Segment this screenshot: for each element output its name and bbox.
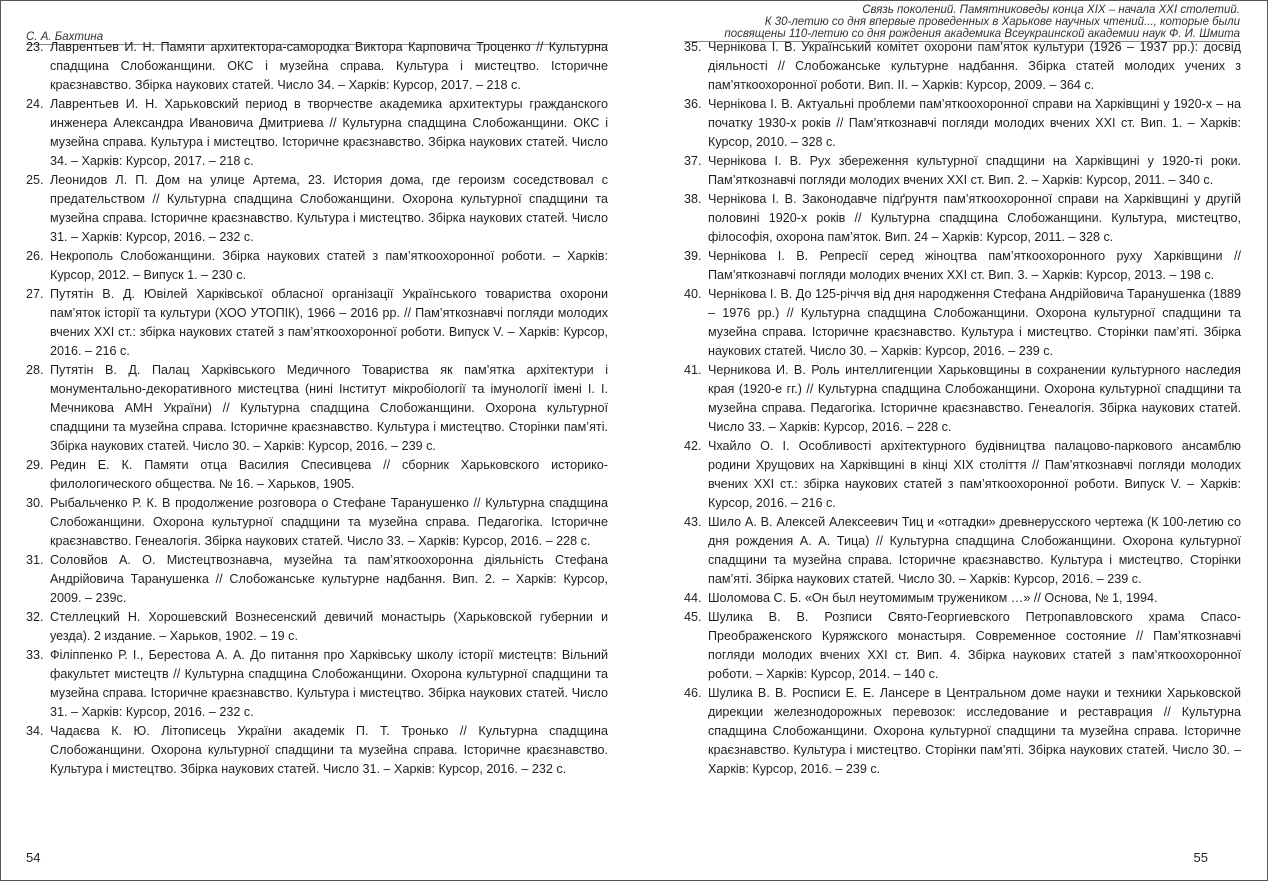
entry-text: Путятін В. Д. Ювілей Харківської обласної організації Українського товариства охорони пам’яток історії та культури (ХОО УТОПІК), 1966 – 2016 рр. // Пам’яткознавчі погляди молодих вчених XXI ст.: збірка наукових статей з пам’яткоохоронної роботи. Випуск V. – Харків: Курсор, 2016. – 216 с. [50,287,608,358]
entry-text: Лаврентьев И. Н. Харьковский период в творчестве академика архитектуры гражданского инженера Александра Ивановича Дмитриева // Культурна спадщина Слобожанщини. ОКС і музейна справа. Культура і мистецтво. Історичне краєзнавство. Збірка наукових статей. Число 34. – Харків: Курсор, 2017. – 218 с. [50,97,608,168]
bibliography-entry [26,608,608,646]
right-page [634,0,1268,881]
entry-text: Соловйов А. О. Мистецтвознавча, музейна та пам’яткоохоронна діяльність Стефана Андрійовича Таранушенка // Слобожанське культурне надбання. Вип. 2. – Харків: Курсор, 2009. – 239с. [50,553,608,605]
bibliography-entry [684,608,1241,684]
entry-text: Чернікова І. В. Український комітет охорони пам’яток культури (1926 – 1937 рр.): досвід діяльності // Слобожанське культурне надбання. Збірка статей молодих учених з пам’яткоохоронної роботи. Вип. II. – Харків: Курсор, 2009. – 364 с. [708,40,1241,92]
entry-text: Стеллецкий Н. Хорошевский Вознесенский девичий монастырь (Харьковской губернии и уезда). 2 издание. – Харьков, 1902. – 19 с. [50,610,608,643]
entry-number: 30. [26,496,44,510]
entry-number: 24. [26,97,44,111]
entry-number: 43. [684,515,702,529]
entry-text: Чернікова І. В. Репресії серед жіноцтва пам’яткоохоронного руху Харківщини // Пам’яткознавчі погляди молодих вчених XXI ст. Вип. 3. – Харків: Курсор, 2013. – 198 с. [708,249,1241,282]
page-number: 55 [1193,850,1208,865]
bibliography-entry [26,456,608,494]
entry-text: Філіппенко Р. І., Берестова А. А. До питання про Харківську школу історії мистецтв: Вільний факультет мистецтв // Культурна спадщина Слобожанщини. Охорона культурної спадщини та музейна справа. Історичне краєзнавство. Культура і мистецтво. Збірка наукових статей. Число 31. – Харків: Курсор, 2016. – 232 с. [50,648,608,719]
bibliography-entry [26,171,608,247]
entry-number: 31. [26,553,44,567]
entry-text: Чадаєва К. Ю. Літописець України академік П. Т. Тронько // Культурна спадщина Слобожанщини. Охорона культурної спадщини та музейна справа. Історичне краєзнавство. Культура і мистецтво. Збірка наукових статей. Число 31. – Харків: Курсор, 2016. – 232 с. [50,724,608,776]
entry-number: 38. [684,192,702,206]
entry-text: Путятін В. Д. Палац Харківського Медичного Товариства як пам’ятка архітектури і монументально-декоративного мистецтва (нині Інститут мікробіології та імунології імені І. І. Мечникова АМН України) // Культурна спадщина Слобожанщини. Охорона культурної спадщини та музейна справа. Історичне краєзнавство. Культура і мистецтво. Сторінки пам’яті. Збірка наукових статей. Число 30. – Харків: Курсор, 2016. – 239 с. [50,363,608,453]
entry-number: 23. [26,40,44,54]
bibliography-entry [26,247,608,285]
entry-number: 28. [26,363,44,377]
bibliography-entry [26,361,608,456]
bibliography-entry [684,437,1241,513]
entry-number: 25. [26,173,44,187]
entry-text: Черникова И. В. Роль интеллигенции Харьковщины в сохранении культурного наследия края (1920-е гг.) // Культурна спадщина Слобожанщини. Охорона культурної спадщини та музейна справа. Педагогіка. Історичне краєзнавство. Генеалогія. Збірка наукових статей. Число 33. – Харків: Курсор, 2016. – 228 с. [708,363,1241,434]
header-line: К 30-летию со дня впервые проведенных в Харькове научных чтений..., которые были [764,16,1240,28]
page-number: 54 [26,850,41,865]
bibliography-entry [684,95,1241,152]
bibliography-entry [26,38,608,95]
entry-number: 34. [26,724,44,738]
entry-number: 36. [684,97,702,111]
entry-text: Чернікова І. В. До 125-річчя від дня народження Стефана Андрійовича Таранушенка (1889 – 1976 рр.) // Культурна спадщина Слобожанщини. Охорона культурної спадщини та музейна справа. Історичне краєзнавство. Культура і мистецтво. Сторінки пам’яті. Збірка наукових статей. Число 30. – Харків: Курсор, 2016. – 239 с. [708,287,1241,358]
entry-number: 33. [26,648,44,662]
entry-text: Лаврентьев И. Н. Памяти архитектора-самородка Виктора Карповича Троценко // Культурна спадщина Слобожанщини. ОКС і музейна справа. Культура і мистецтво. Історичне краєзнавство. Збірка наукових статей. Число 34. – Харків: Курсор, 2017. – 218 с. [50,40,608,92]
entry-number: 35. [684,40,702,54]
running-header-title [724,4,1240,40]
entry-text: Некрополь Слобожанщини. Збірка наукових статей з пам’яткоохоронної роботи. – Харків: Курсор, 2012. – Випуск 1. – 230 с. [50,249,608,282]
entry-number: 27. [26,287,44,301]
bibliography-entry [684,38,1241,95]
entry-number: 29. [26,458,44,472]
bibliography-entry [26,551,608,608]
entry-text: Чернікова І. В. Рух збереження культурної спадщини на Харківщині у 1920-ті роки. Пам’яткознавчі погляди молодих вчених XXI ст. Вип. 2. – Харків: Курсор, 2011. – 340 с. [708,154,1241,187]
bibliography-list-left [26,38,608,779]
entry-text: Леонидов Л. П. Дом на улице Артема, 23. История дома, где героизм соседствовал с предательством // Культурна спадщина Слобожанщини. Охорона культурної спадщини та музейна справа. Історичне краєзнавство. Культура і мистецтво. Збірка наукових статей. Число 31. – Харків: Курсор, 2016. – 232 с. [50,173,608,244]
bibliography-entry [684,152,1241,190]
bibliography-entry [684,190,1241,247]
bibliography-entry [26,646,608,722]
entry-number: 46. [684,686,702,700]
bibliography-entry [684,361,1241,437]
header-line: посвящены 110-летию со дня рождения академика Всеукраинской академии наук Ф. И. Шмита [724,28,1240,40]
entry-text: Чхайло О. І. Особливості архітектурного будівництва палацово-паркового ансамблю родини Хрущових на Харківщині в кінці XIX століття // Пам’яткознавчі погляди молодих вчених XXI ст.: збірка наукових статей з пам’яткоохоронної роботи. Випуск V. – Харків: Курсор, 2016. – 216 с. [708,439,1241,510]
bibliography-entry [26,494,608,551]
entry-text: Чернікова І. В. Законодавче підґрунтя пам’яткоохоронної справи на Харківщині у другій половині 1920-х років // Культурна спадщина Слобожанщини. Культура, мистецтво, філософія, охорона пам’яток. Вип. 24 – Харків: Курсор, 2011. – 328 с. [708,192,1241,244]
bibliography-entry [684,247,1241,285]
entry-number: 26. [26,249,44,263]
entry-number: 39. [684,249,702,263]
entry-number: 32. [26,610,44,624]
entry-text: Чернікова І. В. Актуальні проблеми пам’яткоохоронної справи на Харківщині у 1920-х – на початку 1930-х років // Пам’яткознавчі погляди молодих вчених XXI ст. Вип. 1. – Харків: Курсор, 2010. – 328 с. [708,97,1241,149]
header-line: Связь поколений. Памятниковеды конца XIX – начала XXI столетий. [862,4,1240,16]
entry-number: 37. [684,154,702,168]
entry-text: Редин Е. К. Памяти отца Василия Спесивцева // сборник Харьковского историко-филологического общества. № 16. – Харьков, 1905. [50,458,608,491]
bibliography-entry [26,722,608,779]
entry-text: Шулика В. В. Росписи Е. Е. Лансере в Центральном доме науки и техники Харьковской дирекции железнодорожных перевозок: исследование и реставрация // Культурна спадщина Слобожанщини. Охорона культурної спадщини та музейна справа. Історичне краєзнавство. Культура і мистецтво. Сторінки пам’яті. Збірка наукових статей. Число 30. – Харків: Курсор, 2016. – 239 с. [708,686,1241,776]
entry-text: Шило А. В. Алексей Алексеевич Тиц и «отгадки» древнерусского чертежа (К 100-летию со дня рождения А. А. Тица) // Культурна спадщина Слобожанщини. Охорона культурної спадщини та музейна справа. Історичне краєзнавство. Культура і мистецтво. Сторінки пам’яті. Збірка наукових статей. Число 30. – Харків: Курсор, 2016. – 239 с. [708,515,1241,586]
entry-number: 44. [684,591,702,605]
entry-number: 42. [684,439,702,453]
entry-number: 40. [684,287,702,301]
bibliography-entry [26,285,608,361]
entry-text: Шулика В. В. Розписи Свято-Георгиевского Петропавловского храма Спасо-Преображенского Куряжского монастыря. Современное состояние // Пам’яткознавчі погляди молодих вчених XXI ст. Вип. 4. Збірка наукових статей з пам’яткоохоронної роботи. – Харків: Курсор, 2014. – 140 с. [708,610,1241,681]
entry-number: 41. [684,363,702,377]
running-header-author: С. А. Бахтина [26,31,104,43]
bibliography-entry [684,285,1241,361]
entry-number: 45. [684,610,702,624]
bibliography-entry [684,513,1241,589]
bibliography-entry [684,589,1241,608]
bibliography-list-right [684,38,1241,779]
bibliography-entry [684,684,1241,779]
bibliography-entry [26,95,608,171]
entry-text: Шоломова С. Б. «Он был неутомимым тружеником …» // Основа, № 1, 1994. [708,591,1158,605]
entry-text: Рыбальченко Р. К. В продолжение розговора о Стефане Таранушенко // Культурна спадщина Слобожанщини. Охорона культурної спадщини та музейна справа. Педагогіка. Історичне краєзнавство. Генеалогія. Збірка наукових статей. Число 33. – Харків: Курсор, 2016. – 228 с. [50,496,608,548]
